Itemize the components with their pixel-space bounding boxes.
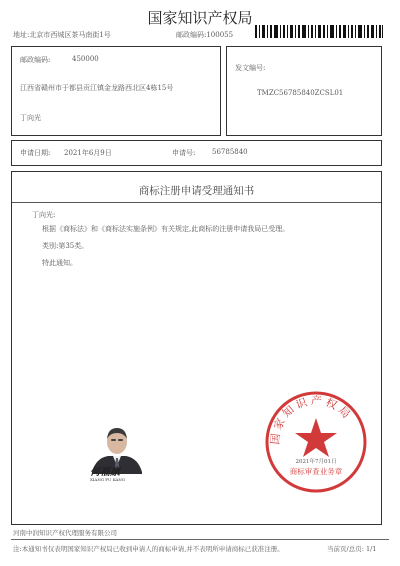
notice-class: 类别:第35类。: [42, 242, 89, 250]
application-date-value: 2021年6月9日: [64, 149, 112, 157]
recipient-address: 江西省赣州市于都县贡江镇金龙路西北区4栋15号: [20, 84, 174, 92]
header-postcode: 邮政编码:100055: [176, 31, 234, 39]
signature-name: 何福康: [90, 467, 120, 478]
notice-salutation: 丁向光:: [32, 211, 56, 219]
notice-body: 根据《商标法》和《商标法实施条例》有关规定,此商标的注册申请我局已受理。: [42, 225, 290, 233]
page-indicator: 当前页/总页: 1/1: [327, 545, 377, 553]
recipient-name: 丁向光: [20, 114, 41, 122]
header-address: 地址:北京市西城区茶马南街1号: [13, 31, 111, 39]
application-number-value: 56785840: [212, 148, 248, 156]
recipient-postcode-value: 450000: [72, 55, 99, 63]
svg-text:国家知识产权局: 国家知识产权局: [268, 394, 355, 446]
agency-name: 河南中润知识产权代理服务有限公司: [13, 529, 117, 537]
barcode-icon: [255, 25, 383, 38]
recipient-box: [11, 46, 221, 136]
document-number-box: [226, 46, 382, 136]
application-box: [11, 140, 382, 166]
signature-pinyin: XIANG FU KANG: [90, 477, 126, 482]
title-divider: [12, 202, 381, 203]
application-number-label: 申请号:: [172, 149, 196, 157]
official-seal-icon: [264, 390, 368, 494]
notice-closing: 特此通知。: [42, 259, 77, 267]
org-title: 国家知识产权局: [147, 9, 253, 27]
notice-title: 商标注册申请受理通知书: [138, 185, 255, 197]
recipient-postcode-label: 邮政编码:: [20, 56, 51, 64]
document-number-label: 发文编号:: [235, 64, 266, 72]
footer-divider: [11, 539, 389, 540]
footer-note: 注:本通知书仅表明国家知识产权局已收到申请人的商标申请,并不表明所申请商标已获准注册。: [13, 545, 284, 553]
svg-text:2021年7月01日: 2021年7月01日: [295, 459, 337, 465]
svg-text:商标审查业务章: 商标审查业务章: [289, 467, 343, 476]
application-date-label: 申请日期:: [20, 149, 51, 157]
notice-box: [11, 171, 382, 525]
document-number-value: TMZC56785840ZCSL01: [257, 89, 344, 97]
